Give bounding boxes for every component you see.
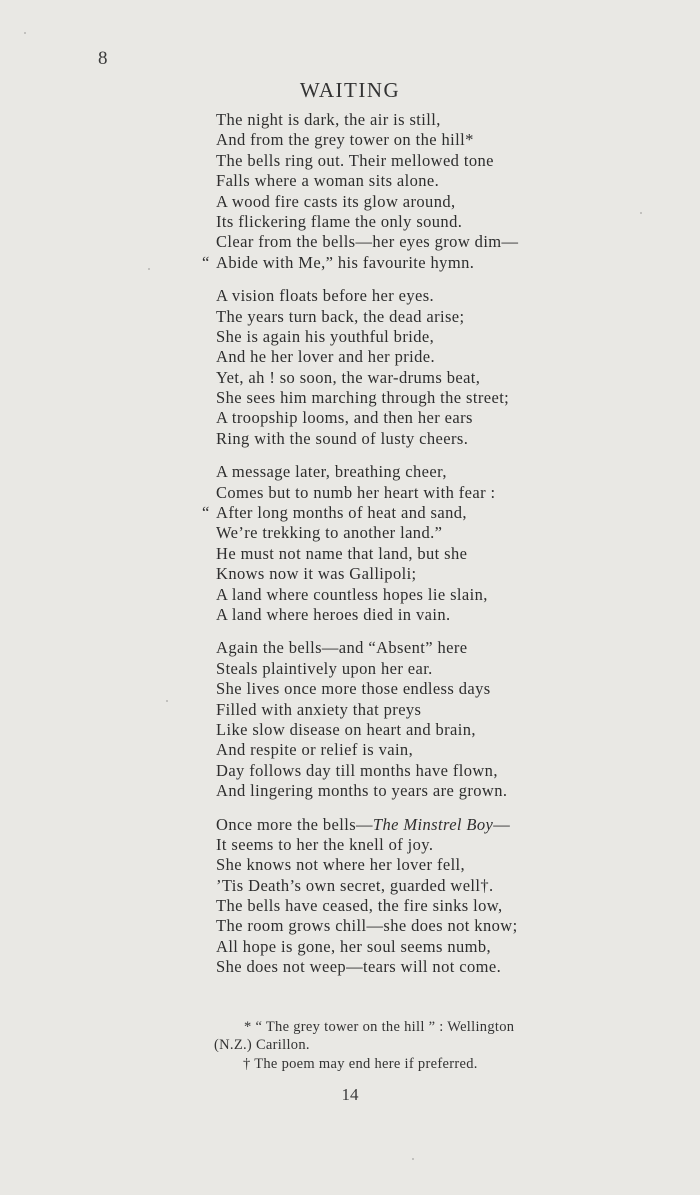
opening-quote: “	[202, 503, 210, 523]
poem-line-text: Filled with anxiety that preys	[216, 699, 422, 719]
poem-line	[216, 815, 616, 835]
poem-line-italic: The Minstrel Boy	[372, 814, 494, 834]
poem-line-text: We’re trekking to another land.”	[216, 523, 443, 543]
poem-line-text: A message later, breathing cheer,	[216, 462, 447, 482]
poem-line-text: ’Tis Death’s own secret, guarded well†.	[216, 875, 494, 895]
stanza	[202, 462, 616, 625]
poem-title: WAITING	[299, 78, 401, 102]
poem-line-text: Comes but to numb her heart with fear :	[216, 482, 496, 502]
poem-line	[216, 130, 616, 150]
poem-line-text: She lives once more those endless days	[216, 679, 491, 699]
poem-line	[216, 876, 616, 896]
poem-line-text: The night is dark, the air is still,	[216, 110, 441, 129]
poem-line	[216, 585, 616, 605]
poem-line	[216, 368, 616, 388]
scan-speck	[24, 32, 26, 34]
poem-line	[216, 605, 616, 625]
poem-line	[216, 679, 616, 699]
footnote-hill	[216, 1018, 616, 1054]
poem-line-text: All hope is gone, her soul seems numb,	[216, 936, 492, 956]
poem-line-text: She sees him marching through the street;	[216, 388, 510, 408]
poem-line	[216, 388, 616, 408]
poem-line	[216, 916, 616, 936]
poem-line-text: She does not weep—tears will not come.	[216, 957, 502, 977]
poem-line	[216, 429, 616, 449]
poem-line-text: He must not name that land, but she	[216, 543, 468, 563]
stanza	[216, 286, 616, 449]
poem-line-text: Abide with Me,” his favourite hymn.	[216, 252, 475, 272]
poem-line	[216, 720, 616, 740]
poem-line	[216, 347, 616, 367]
poem-line-text: Once more the bells—	[216, 814, 373, 834]
poem-line-text: She knows not where her lover fell,	[216, 855, 466, 875]
poem-line	[216, 327, 616, 347]
poem-line-text: Like slow disease on heart and brain,	[216, 719, 476, 739]
poem-line	[216, 835, 616, 855]
page-number: 14	[341, 1085, 359, 1104]
poem-line	[216, 523, 616, 543]
poem-line-text: A land where countless hopes lie slain,	[216, 584, 488, 604]
poem-line-text: Steals plaintively upon her ear.	[216, 658, 433, 678]
poem-line-text: A vision floats before her eyes.	[216, 286, 435, 306]
poem-line	[216, 212, 616, 232]
poem-line	[216, 740, 616, 760]
poem-line-text: Clear from the bells—her eyes grow dim—	[216, 232, 519, 252]
poem-line	[216, 544, 616, 564]
poem-line-text: And from the grey tower on the hill*	[216, 130, 474, 150]
poem-line	[216, 192, 616, 212]
poem-line	[216, 700, 616, 720]
poem-line-text: The years turn back, the dead arise;	[216, 306, 465, 326]
stanza	[216, 815, 616, 978]
poem-line-text: Yet, ah ! so soon, the war-drums beat,	[216, 367, 481, 387]
poem-line	[216, 151, 616, 171]
footnote-ending: † The poem may end here if preferred.	[243, 1056, 478, 1072]
poem-line-text: Day follows day till months have flown,	[216, 760, 498, 780]
poem-line	[216, 957, 616, 977]
poem-line	[216, 462, 616, 482]
poem-line	[216, 855, 616, 875]
poem-line	[216, 408, 616, 428]
poem-line	[216, 638, 616, 658]
poem-line-text: After long months of heat and sand,	[216, 503, 467, 523]
poem-line-text: The bells ring out. Their mellowed tone	[216, 150, 494, 170]
footnote-hill-continuation: (N.Z.) Carillon.	[214, 1037, 310, 1053]
poem-line	[216, 171, 616, 191]
corner-page-number: 8	[98, 48, 108, 69]
poem-line	[216, 307, 616, 327]
poem-line	[216, 781, 616, 801]
poem-line-text: A wood fire casts its glow around,	[216, 191, 456, 211]
scan-speck	[148, 268, 150, 270]
poem-line-text: And he her lover and her pride.	[216, 347, 436, 367]
stanza	[216, 638, 616, 801]
opening-quote: “	[202, 252, 210, 272]
poem-line	[216, 483, 616, 503]
poem-line-text: Again the bells—and “Absent” here	[216, 638, 468, 658]
poem-line	[216, 564, 616, 584]
poem-line	[216, 659, 616, 679]
poem-line	[216, 110, 616, 130]
footnote-hill-text: * “ The grey tower on the hill ” : Wellington	[244, 1019, 515, 1035]
poem-line	[202, 503, 616, 523]
poem-line-text: The bells have ceased, the fire sinks low,	[216, 896, 503, 916]
poem-line-text: It seems to her the knell of joy.	[216, 834, 434, 854]
poem-line-text: And lingering months to years are grown.	[216, 781, 508, 801]
poem-line-text: A troopship looms, and then her ears	[216, 408, 473, 428]
poem-body	[202, 110, 616, 991]
poem-line-text: Falls where a woman sits alone.	[216, 171, 440, 191]
poem-line-text: Ring with the sound of lusty cheers.	[216, 428, 469, 448]
stanza	[202, 110, 616, 273]
poem-line-text: Knows now it was Gallipoli;	[216, 564, 417, 584]
poem-line	[216, 896, 616, 916]
poem-line	[216, 286, 616, 306]
scan-speck	[412, 1158, 414, 1160]
poem-line-tail: —	[493, 814, 511, 834]
poem-line	[216, 232, 616, 252]
poem-line-text: And respite or relief is vain,	[216, 740, 414, 760]
poem-line-text: The room grows chill—she does not know;	[216, 916, 518, 936]
scan-speck	[166, 700, 168, 702]
poem-line-text: Its flickering flame the only sound.	[216, 211, 463, 231]
poem-line-text: She is again his youthful bride,	[216, 326, 435, 346]
scan-speck	[640, 212, 642, 214]
poem-line	[216, 761, 616, 781]
footnotes	[216, 1018, 616, 1073]
poem-line	[216, 937, 616, 957]
poem-line	[202, 252, 616, 273]
poem-line-text: A land where heroes died in vain.	[216, 604, 451, 624]
